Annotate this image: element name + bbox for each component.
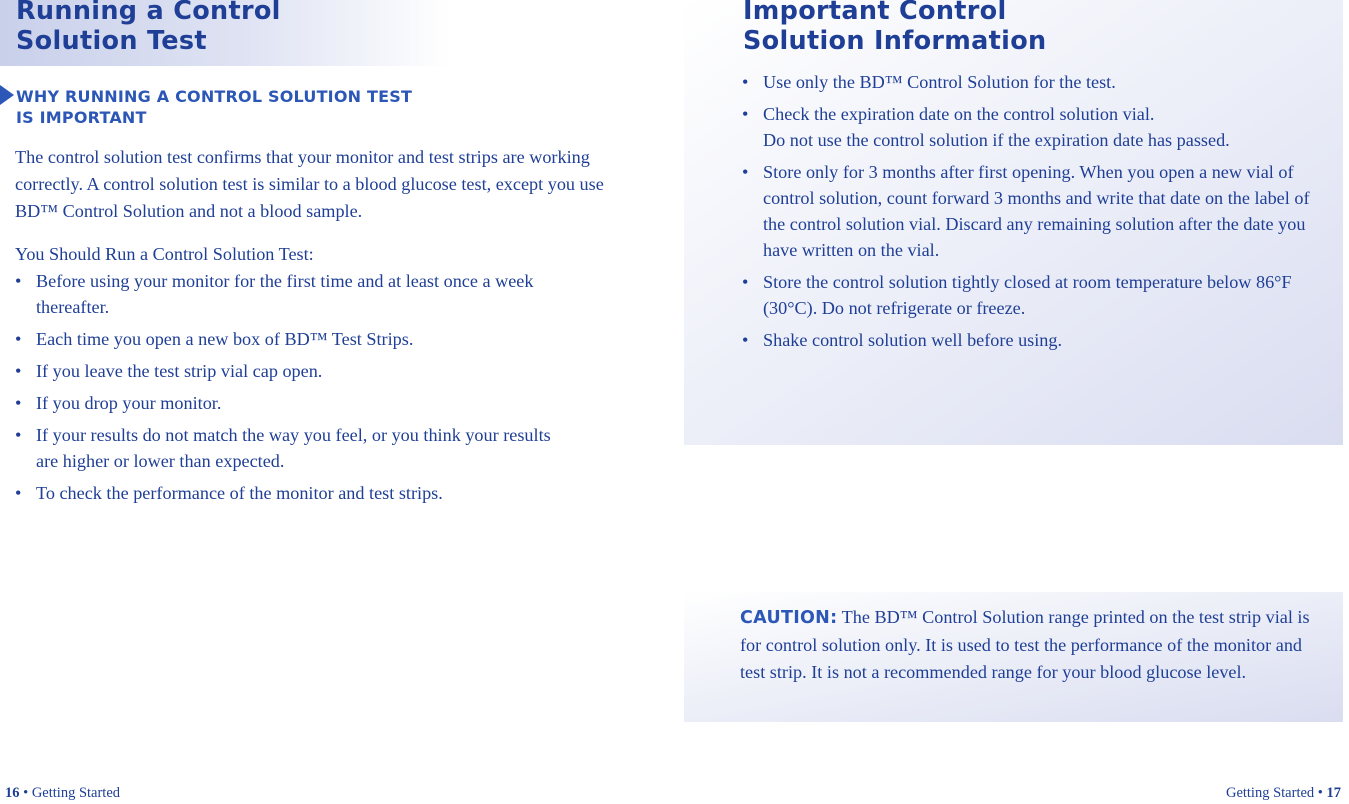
footer-section: Getting Started	[31, 785, 121, 801]
page-title	[16, 0, 281, 56]
list-item-text: If your results do not match the way you feel, or you think your results are higher or lower than expected.	[36, 425, 551, 471]
caution-note	[740, 604, 1325, 686]
bullet-icon: •	[15, 393, 22, 413]
footer-right	[1226, 784, 1341, 802]
footer-section: Getting Started	[1225, 785, 1315, 801]
bullet-icon: •	[742, 330, 749, 350]
list-item	[742, 101, 1317, 153]
list-item-text: Use only the BD™ Control Solution for the test.	[763, 72, 1116, 92]
list-heading: You Should Run a Control Solution Test:	[15, 244, 314, 264]
page-title-line: Running a Control	[16, 0, 281, 26]
list-item	[15, 422, 566, 474]
bullet-icon: •	[742, 104, 749, 124]
footer-separator: •	[1317, 785, 1323, 801]
list-item	[742, 327, 1317, 353]
list-item-text: Check the expiration date on the control solution vial.	[763, 104, 1155, 124]
bullet-icon: •	[15, 361, 22, 381]
triangle-marker-icon	[0, 85, 14, 105]
bullet-icon: •	[15, 271, 22, 291]
intro-paragraph: The control solution test confirms that your monitor and test strips are working correctly. A control solution test is similar to a blood glucose test, except you use BD™ Control Solution and not a blood sample.	[15, 147, 604, 221]
list-item	[742, 269, 1313, 321]
list-item	[15, 326, 615, 352]
list-item-text: Store the control solution tightly closed at room temperature below 86°F (30°C). Do not refrigerate or freeze.	[763, 272, 1292, 318]
reasons-list	[15, 268, 615, 512]
bullet-icon: •	[742, 72, 749, 92]
bullet-icon: •	[15, 483, 22, 503]
page-number: 16	[5, 785, 20, 801]
footer-separator: •	[23, 785, 29, 801]
bullet-icon: •	[15, 329, 22, 349]
bullet-icon: •	[742, 272, 749, 292]
list-item	[15, 268, 576, 320]
caution-body: The BD™ Control Solution range printed on the test strip vial is for control solution only. It is used to test the performance of the monitor and test strip. It is not a recommended range for your blood glucose level.	[740, 607, 1310, 682]
page-title-line: Solution Test	[16, 26, 207, 56]
page-number: 17	[1326, 785, 1341, 801]
list-item	[742, 159, 1317, 263]
info-title-line: Solution Information	[743, 26, 1047, 56]
list-item-text: To check the performance of the monitor and test strips.	[36, 483, 443, 503]
list-item-text: Shake control solution well before using.	[763, 330, 1063, 350]
bullet-icon: •	[15, 425, 22, 445]
section-heading	[16, 86, 412, 128]
bullet-icon: •	[742, 162, 749, 182]
list-item-text: Store only for 3 months after first opening. When you open a new vial of control solution, count forward 3 months and write that date on the label of the control solution vial. Discard any remaining solution after the date you have written on the vial.	[763, 162, 1310, 260]
list-item	[742, 69, 1317, 95]
info-title-line: Important Control	[743, 0, 1007, 26]
footer-left	[5, 784, 120, 802]
list-item-text: If you drop your monitor.	[36, 393, 222, 413]
list-item	[15, 390, 615, 416]
info-title	[743, 0, 1046, 56]
caution-label: CAUTION:	[740, 608, 838, 628]
list-item	[15, 358, 615, 384]
list-item-text: Before using your monitor for the first time and at least once a week thereafter.	[36, 271, 534, 317]
info-list	[742, 69, 1317, 359]
list-item-text: If you leave the test strip vial cap open.	[36, 361, 323, 381]
section-heading-line: IS IMPORTANT	[16, 108, 147, 127]
list-item-text: Do not use the control solution if the expiration date has passed.	[763, 130, 1230, 150]
section-heading-line: WHY RUNNING A CONTROL SOLUTION TEST	[16, 87, 413, 106]
list-item-text: Each time you open a new box of BD™ Test Strips.	[36, 329, 414, 349]
list-item	[15, 480, 615, 506]
